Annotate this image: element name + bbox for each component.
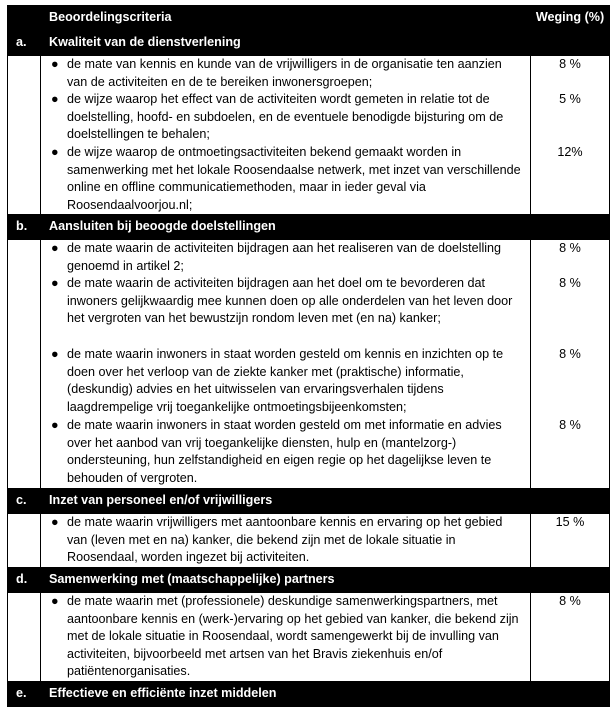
weight-value: 12% — [557, 145, 583, 159]
section-letter: c. — [8, 489, 41, 514]
criteria-list — [41, 514, 530, 567]
criteria-list-cell — [41, 593, 531, 682]
section-header-row — [8, 31, 610, 56]
criterion-text: de wijze waarop het effect van de activiteiten wordt gemeten in relatie tot de doelstelling, hoofd- en subdoelen, en de eventuele benodigde bijsturing om de doelstellingen te behalen; — [67, 92, 504, 142]
criterion-text: de mate van kennis en kunde van de vrijwilligers in de organisatie ten aanzien van de activiteiten en de te bereiken inwonersgroepen; — [67, 57, 502, 89]
list-item — [41, 346, 530, 417]
criteria-list — [41, 593, 530, 681]
weight-value: 8 % — [559, 594, 581, 608]
bullet-icon: ● — [51, 418, 59, 432]
bullet-icon: ● — [51, 347, 59, 361]
criteria-list-cell — [41, 56, 531, 215]
section-indent-cell — [8, 240, 41, 489]
table-header-row — [8, 6, 610, 31]
weight-value: 8 % — [559, 347, 581, 361]
list-item — [41, 417, 530, 488]
list-item — [41, 275, 530, 346]
weight-value: 15 % — [555, 515, 585, 529]
section-letter: b. — [8, 215, 41, 240]
criterion-text: de mate waarin inwoners in staat worden gesteld om met informatie en advies over het aanbod van vrij toegankelijke diensten, hulp en (mantelzorg-) ondersteuning, hun zelfstandigheid en eigen regie op het dagelijkse leven te behouden of vergroten. — [67, 418, 502, 485]
weight-value: 8 % — [559, 241, 581, 255]
section-body-row — [8, 593, 610, 682]
list-item — [41, 91, 530, 144]
header-letter-cell — [8, 6, 41, 31]
criteria-list-cell — [41, 240, 531, 489]
weights-cell — [531, 240, 610, 489]
section-title: Samenwerking met (maatschappelijke) partners — [41, 568, 610, 593]
section-body-row — [8, 514, 610, 568]
criterion-text: de mate waarin inwoners in staat worden gesteld om kennis en inzichten op te doen over het verloop van de ziekte kanker met (praktische) informatie, (deskundig) advies en het uitwisselen van ervaringsverhalen tijdens laagdrempelige vrij toegankelijke ontmoetingsbijeenkomsten; — [67, 347, 504, 414]
bullet-icon: ● — [51, 57, 59, 71]
section-title: Effectieve en efficiënte inzet middelen — [41, 682, 610, 707]
criterion-text: de mate waarin met (professionele) deskundige samenwerkingspartners, met aantoonbare kennis en (werk-)ervaring op het gebied van kanker, die bekend zijn met de lokale situatie in Roosendaal, wordt samengewerkt bij de invulling van activiteiten, bijvoorbeeld met artsen van het Bravis ziekenhuis en/of patiëntenorganisaties. — [67, 594, 519, 679]
criteria-list — [41, 56, 530, 214]
criterion-text: de mate waarin de activiteiten bijdragen aan het realiseren van de doelstelling genoemd in artikel 2; — [67, 241, 502, 273]
section-indent-cell — [8, 56, 41, 215]
criterion-text: de mate waarin de activiteiten bijdragen aan het doel om te bevorderen dat inwoners gelijkwaardig mee kunnen doen op alle onderdelen van het leven door het vergroten van het bewustzijn rondom leven met (en na) kanker; — [67, 276, 513, 326]
list-item — [41, 240, 530, 275]
weight-value: 8 % — [559, 57, 581, 71]
list-item — [41, 593, 530, 681]
weight-value: 5 % — [559, 92, 581, 106]
bullet-icon: ● — [51, 145, 59, 159]
list-item — [41, 514, 530, 567]
bullet-icon: ● — [51, 594, 59, 608]
header-title: Beoordelingscriteria — [41, 6, 531, 31]
section-title: Aansluiten bij beoogde doelstellingen — [41, 215, 610, 240]
section-letter: d. — [8, 568, 41, 593]
section-header-row — [8, 489, 610, 514]
criteria-table — [7, 5, 610, 707]
bullet-icon: ● — [51, 92, 59, 106]
criterion-text: de wijze waarop de ontmoetingsactiviteiten bekend gemaakt worden in samenwerking met het lokale Roosendaalse netwerk, met inzet van verschillende online en offline communicatiemethoden, maar in ieder geval via Roosendaalvoorjou.nl; — [67, 145, 521, 212]
criteria-list — [41, 240, 530, 488]
section-body-row — [8, 240, 610, 489]
section-body-row — [8, 56, 610, 215]
section-letter: a. — [8, 31, 41, 56]
weights-cell — [531, 514, 610, 568]
weight-value: 8 % — [559, 418, 581, 432]
section-indent-cell — [8, 593, 41, 682]
bullet-icon: ● — [51, 276, 59, 290]
header-weight-label: Weging (%) — [531, 6, 610, 31]
section-indent-cell — [8, 514, 41, 568]
weights-cell — [531, 56, 610, 215]
bullet-icon: ● — [51, 515, 59, 529]
section-title: Inzet van personeel en/of vrijwilligers — [41, 489, 610, 514]
criteria-list-cell — [41, 514, 531, 568]
section-title: Kwaliteit van de dienstverlening — [41, 31, 610, 56]
list-item — [41, 144, 530, 214]
section-header-row — [8, 568, 610, 593]
criterion-text: de mate waarin vrijwilligers met aantoonbare kennis en ervaring op het gebied van (leven met en na) kanker, die bekend zijn met de lokale situatie in Roosendaal, worden ingezet bij activiteiten. — [67, 515, 503, 565]
section-header-row — [8, 215, 610, 240]
list-item — [41, 56, 530, 91]
weight-value: 8 % — [559, 276, 581, 290]
weights-cell — [531, 593, 610, 682]
bullet-icon: ● — [51, 241, 59, 255]
section-letter: e. — [8, 682, 41, 707]
